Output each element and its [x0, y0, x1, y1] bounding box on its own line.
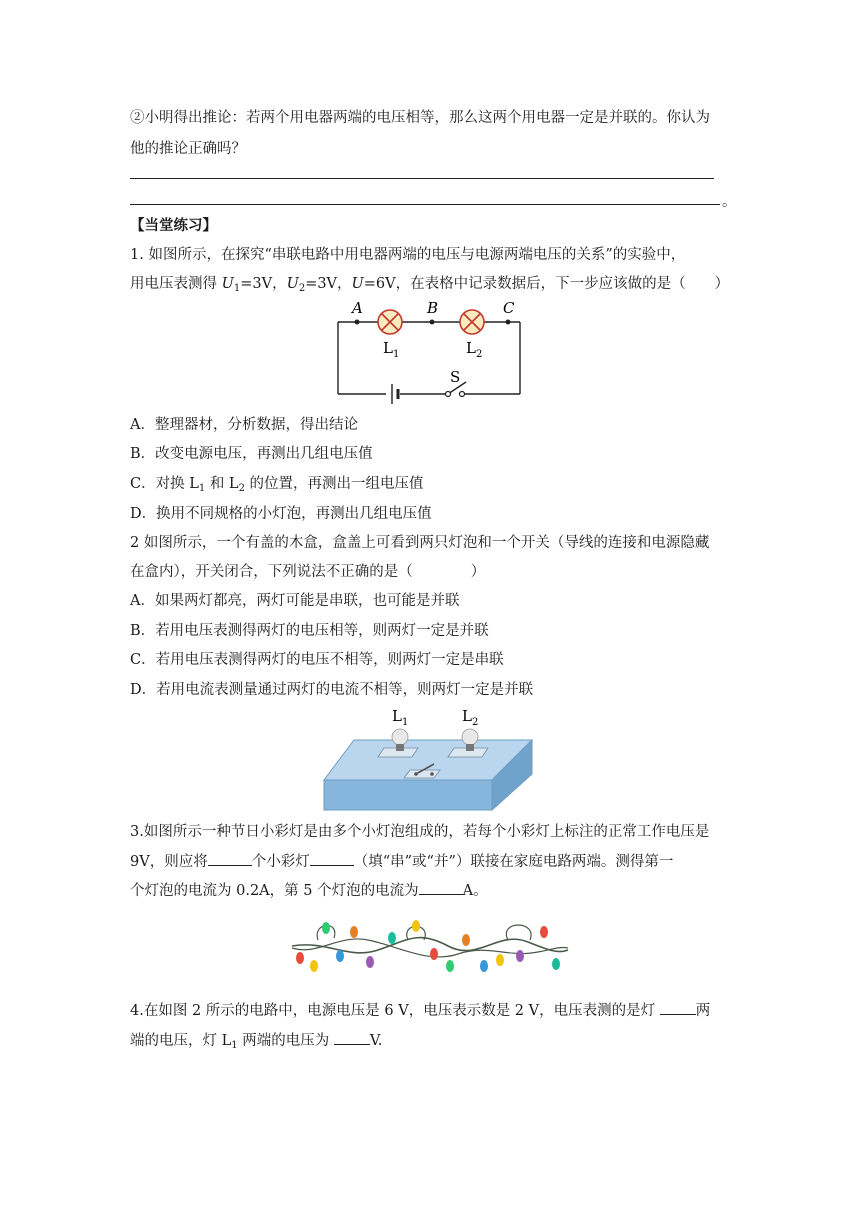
q3-line2-c: （填“串”或“并”）联接在家庭电路两端。测得第一 [353, 854, 674, 870]
label-l1: $L_1$ [383, 339, 400, 360]
q1-prefix: 用电压表测得 [130, 276, 222, 292]
label-l1: $L_1$ [392, 707, 409, 728]
bulb-6 [366, 956, 374, 968]
bulb-4 [336, 950, 344, 962]
label-l2: $L_2$ [466, 339, 483, 360]
label-a: A [352, 299, 363, 317]
q3-line2-b: 个小彩灯 [251, 854, 310, 870]
answer-end-mark: 。 [722, 194, 737, 210]
q4-line1-a: 4.在如图 2 所示的电路中，电源电压是 6 V，电压表示数是 2 V，电压表测的是灯 [130, 1003, 660, 1019]
label-l2: $L_2$ [462, 707, 479, 728]
switch-contact-right [460, 392, 465, 397]
q4-line2-a: 端的电压，灯 L [130, 1033, 232, 1049]
q3-line3-b: A。 [462, 883, 488, 899]
q1-option-c-prefix: C．对换 L [130, 476, 199, 492]
q1-option-b: B．改变电源电压，再测出几组电压值 [130, 446, 373, 462]
q4-line1-b: 两 [695, 1003, 711, 1019]
node-a [355, 320, 360, 325]
answer-line-1 [130, 178, 714, 179]
q4-line2-b: 两端的电压为 [237, 1033, 334, 1049]
bulb-2 [310, 960, 318, 972]
q1-stem-line-1: 1. 如图所示，在探究“串联电路中用电器两端的电压与电源两端电压的关系”的实验中， [130, 247, 686, 263]
node-b [430, 320, 435, 325]
label-s: S [450, 368, 461, 386]
battery-symbol [392, 384, 398, 404]
bulb-12 [480, 960, 488, 972]
q2-option-d: D．若用电流表测量通过两灯的电流不相等，则两灯一定是并联 [130, 682, 534, 698]
q-prev-line-2: 他的推论正确吗？ [130, 141, 246, 157]
q3-stem-line-2 [130, 851, 673, 872]
q2-stem-line-1: 2 如图所示，一个有盖的木盒，盒盖上可看到两只灯泡和一个开关（导线的连接和电源隐藏 [130, 535, 710, 551]
u2-sub: 2 [298, 283, 306, 294]
bulb-7 [388, 932, 396, 944]
lamp-l2-symbol [460, 310, 484, 334]
bulb-14 [516, 950, 524, 962]
q1-option-c-suffix: 的位置，再测出一组电压值 [244, 476, 424, 492]
blank-lamp[interactable] [660, 1000, 696, 1015]
u2-var: U [286, 276, 299, 292]
q4-line2-sub: 1 [231, 1040, 238, 1051]
u2-val: =3V， [305, 276, 352, 292]
q4-stem-line-1 [130, 1000, 710, 1021]
q3-string-lights-figure [288, 910, 570, 982]
node-c [506, 320, 511, 325]
q2-option-b: B．若用电压表测得两灯的电压相等，则两灯一定是并联 [130, 623, 489, 639]
q3-line2-a: 9V，则应将 [130, 854, 208, 870]
bulb-5 [350, 926, 358, 938]
u-var: U [351, 276, 364, 292]
q4-line2-c: V. [369, 1033, 383, 1049]
q3-line3-a: 个灯泡的电流为 0.2A，第 5 个灯泡的电流为 [130, 883, 419, 899]
q1-option-a: A．整理器材，分析数据，得出结论 [130, 417, 358, 433]
answer-line-2 [130, 204, 720, 205]
bulb-10 [446, 960, 454, 972]
q1-stem-line-2 [130, 274, 729, 294]
q1-circuit-diagram [330, 298, 530, 404]
q1-option-d: D．换用不同规格的小灯泡，再测出几组电压值 [130, 506, 432, 522]
bulb-15 [540, 926, 548, 938]
u-val: =6V，在表格中记录数据后，下一步应该做的是（ ） [363, 276, 730, 292]
u1-sub: 1 [233, 283, 241, 294]
q3-stem-line-3 [130, 880, 488, 901]
label-b: B [427, 299, 439, 317]
switch-contact-left [446, 392, 451, 397]
q-prev-line-1: ②小明得出推论：若两个用电器两端的电压相等，那么这两个用电器一定是并联的。你认为 [130, 110, 710, 126]
box-front-face [324, 780, 492, 810]
q1-option-c [130, 474, 424, 494]
blank-count[interactable] [208, 851, 252, 866]
q2-box-figure [318, 704, 540, 814]
bulb-16 [552, 958, 560, 970]
bulb-13 [496, 954, 504, 966]
blank-connection[interactable] [310, 851, 354, 866]
q2-option-a: A．如果两灯都亮，两灯可能是串联，也可能是并联 [130, 593, 460, 609]
q1-option-c-sub1: 1 [198, 483, 206, 494]
q1-option-c-mid: 和 L [205, 476, 239, 492]
bulb-3 [322, 922, 330, 934]
section-title: 【当堂练习】 [130, 217, 217, 234]
q1-option-c-sub2: 2 [238, 483, 245, 494]
q4-stem-line-2 [130, 1030, 382, 1051]
blank-voltage[interactable] [334, 1030, 370, 1045]
bulb-9 [430, 948, 438, 960]
u1-val: =3V， [240, 276, 287, 292]
q2-option-c: C．若用电压表测得两灯的电压不相等，则两灯一定是串联 [130, 652, 504, 668]
q3-stem-line-1: 3.如图所示一种节日小彩灯是由多个小灯泡组成的，若每个小彩灯上标注的正常工作电压是 [130, 824, 710, 840]
blank-current[interactable] [419, 880, 463, 895]
label-c: C [503, 299, 515, 317]
lamp-l1-symbol [378, 310, 402, 334]
bulb-8 [412, 920, 420, 932]
bulb-11 [462, 934, 470, 946]
bulb-1 [296, 952, 304, 964]
u1-var: U [221, 276, 234, 292]
q2-stem-line-2: 在盒内），开关闭合，下列说法不正确的是（ ） [130, 564, 486, 580]
